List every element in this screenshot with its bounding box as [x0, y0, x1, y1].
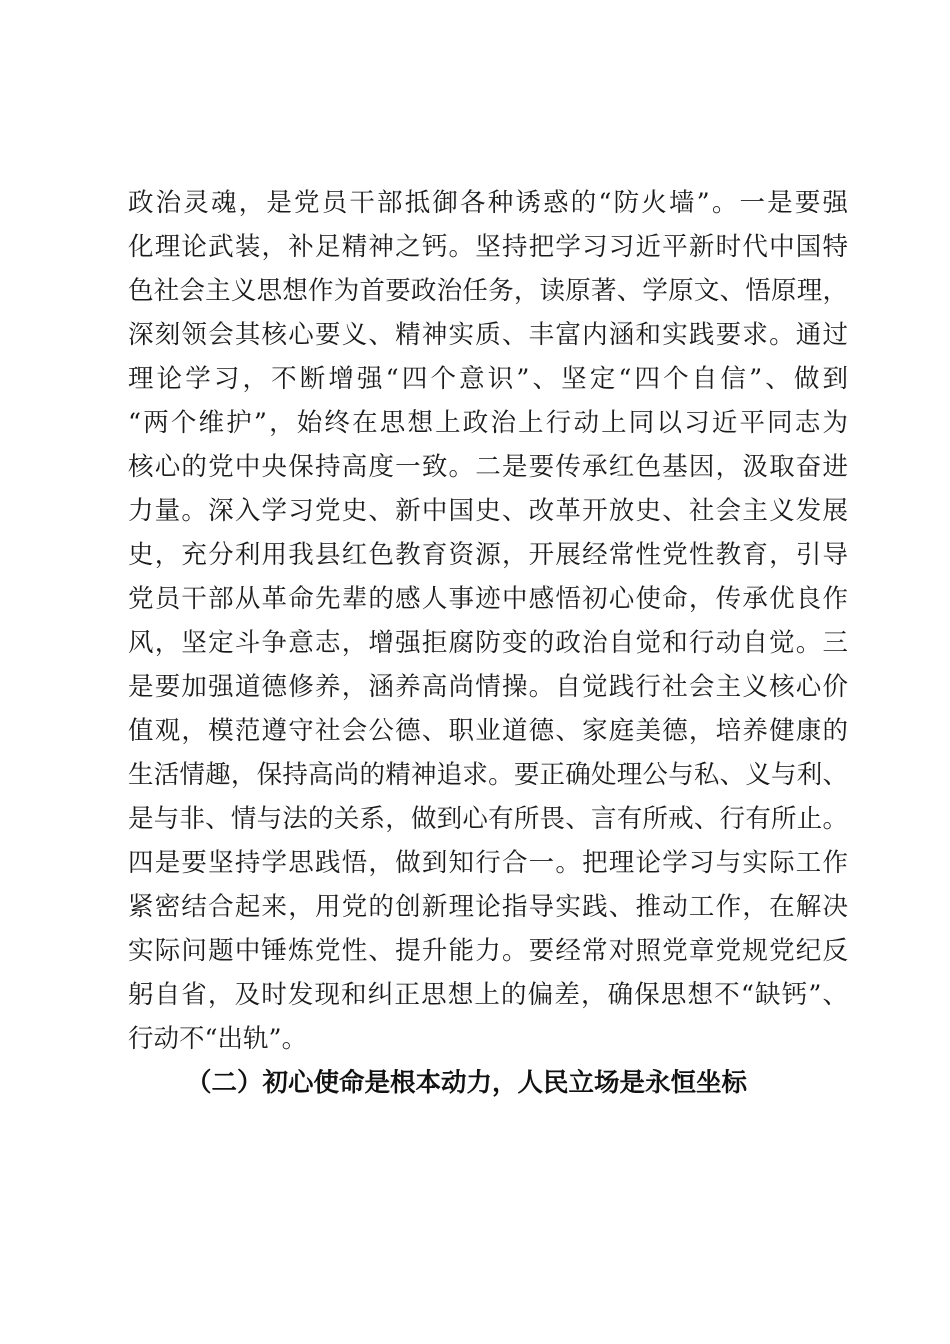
body-line: 政治灵魂，是党员干部抵御各种诱惑的“防火墙”。一是要强	[128, 188, 848, 218]
body-line: 史，充分利用我县红色教育资源，开展经常性党性教育，引导	[128, 540, 848, 570]
body-line: 躬自省，及时发现和纠正思想上的偏差，确保思想不“缺钙”、	[128, 980, 848, 1010]
body-line: 四是要坚持学思践悟，做到知行合一。把理论学习与实际工作	[128, 848, 848, 878]
body-line: 紧密结合起来，用党的创新理论指导实践、推动工作，在解决	[128, 892, 848, 922]
body-line: 色社会主义思想作为首要政治任务，读原著、学原文、悟原理，	[128, 276, 848, 306]
body-line: 核心的党中央保持高度一致。二是要传承红色基因，汲取奋进	[128, 452, 848, 482]
body-line: 理论学习，不断增强“四个意识”、坚定“四个自信”、做到	[128, 364, 848, 394]
body-line: 深刻领会其核心要义、精神实质、丰富内涵和实践要求。通过	[128, 320, 848, 350]
body-line: 风，坚定斗争意志，增强拒腐防变的政治自觉和行动自觉。三	[128, 628, 848, 658]
body-line: 值观，模范遵守社会公德、职业道德、家庭美德，培养健康的	[128, 716, 848, 746]
section-heading: （二）初心使命是根本动力，人民立场是永恒坐标	[186, 1068, 748, 1098]
body-line-last: 行动不“出轨”。	[128, 1024, 308, 1054]
body-line: 力量。深入学习党史、新中国史、改革开放史、社会主义发展	[128, 496, 848, 526]
body-line: 化理论武装，补足精神之钙。坚持把学习习近平新时代中国特	[128, 232, 848, 262]
body-line: 是要加强道德修养，涵养高尚情操。自觉践行社会主义核心价	[128, 672, 848, 702]
body-line: 党员干部从革命先辈的感人事迹中感悟初心使命，传承优良作	[128, 584, 848, 614]
body-line: 是与非、情与法的关系，做到心有所畏、言有所戒、行有所止。	[128, 804, 848, 834]
body-line: 实际问题中锤炼党性、提升能力。要经常对照党章党规党纪反	[128, 936, 848, 966]
body-line: 生活情趣，保持高尚的精神追求。要正确处理公与私、义与利、	[128, 760, 848, 790]
body-line: “两个维护”，始终在思想上政治上行动上同以习近平同志为	[128, 408, 848, 438]
